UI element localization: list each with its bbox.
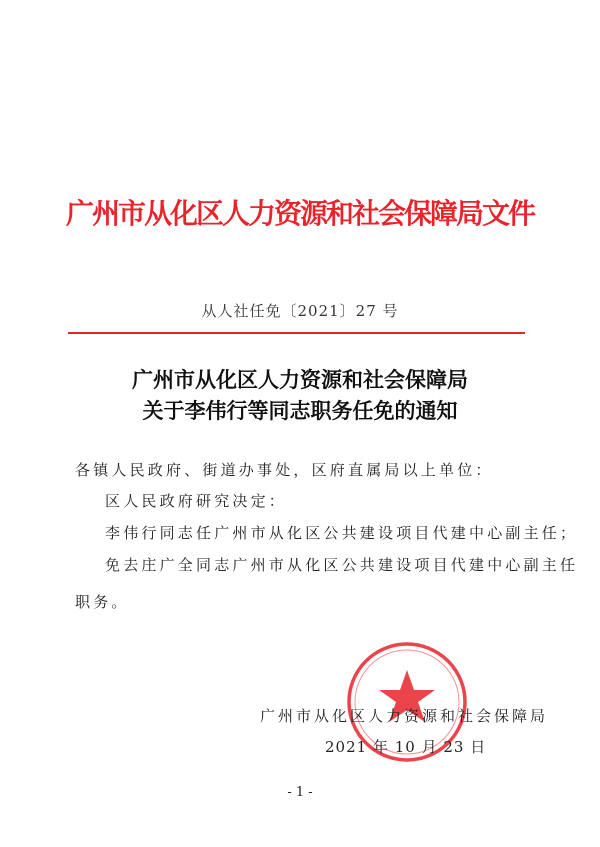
issue-date: 2021 年 10 月 23 日	[325, 738, 487, 756]
paragraph: 免去庄广全同志广州市从化区公共建设项目代建中心副主任	[105, 556, 579, 574]
notice-title-line1: 广州市从化区人力资源和社会保障局	[132, 367, 468, 392]
document-header-title: 广州市从化区人力资源和社会保障局文件	[65, 199, 534, 230]
paragraph: 区人民政府研究决定：	[105, 492, 288, 510]
page-number: - 1 -	[287, 785, 313, 800]
salutation: 各镇人民政府、街道办事处，区府直属局以上单位：	[75, 461, 494, 479]
notice-title-line2: 关于李伟行等同志职务任免的通知	[142, 398, 458, 423]
paragraph-continuation: 职务。	[75, 593, 130, 611]
issuer-signature: 广州市从化区人力资源和社会保障局	[260, 707, 549, 725]
paragraph: 李伟行同志任广州市从化区公共建设项目代建中心副主任；	[105, 524, 579, 542]
red-divider	[68, 332, 525, 334]
document-number: 从人社任免〔2021〕27 号	[201, 302, 399, 320]
